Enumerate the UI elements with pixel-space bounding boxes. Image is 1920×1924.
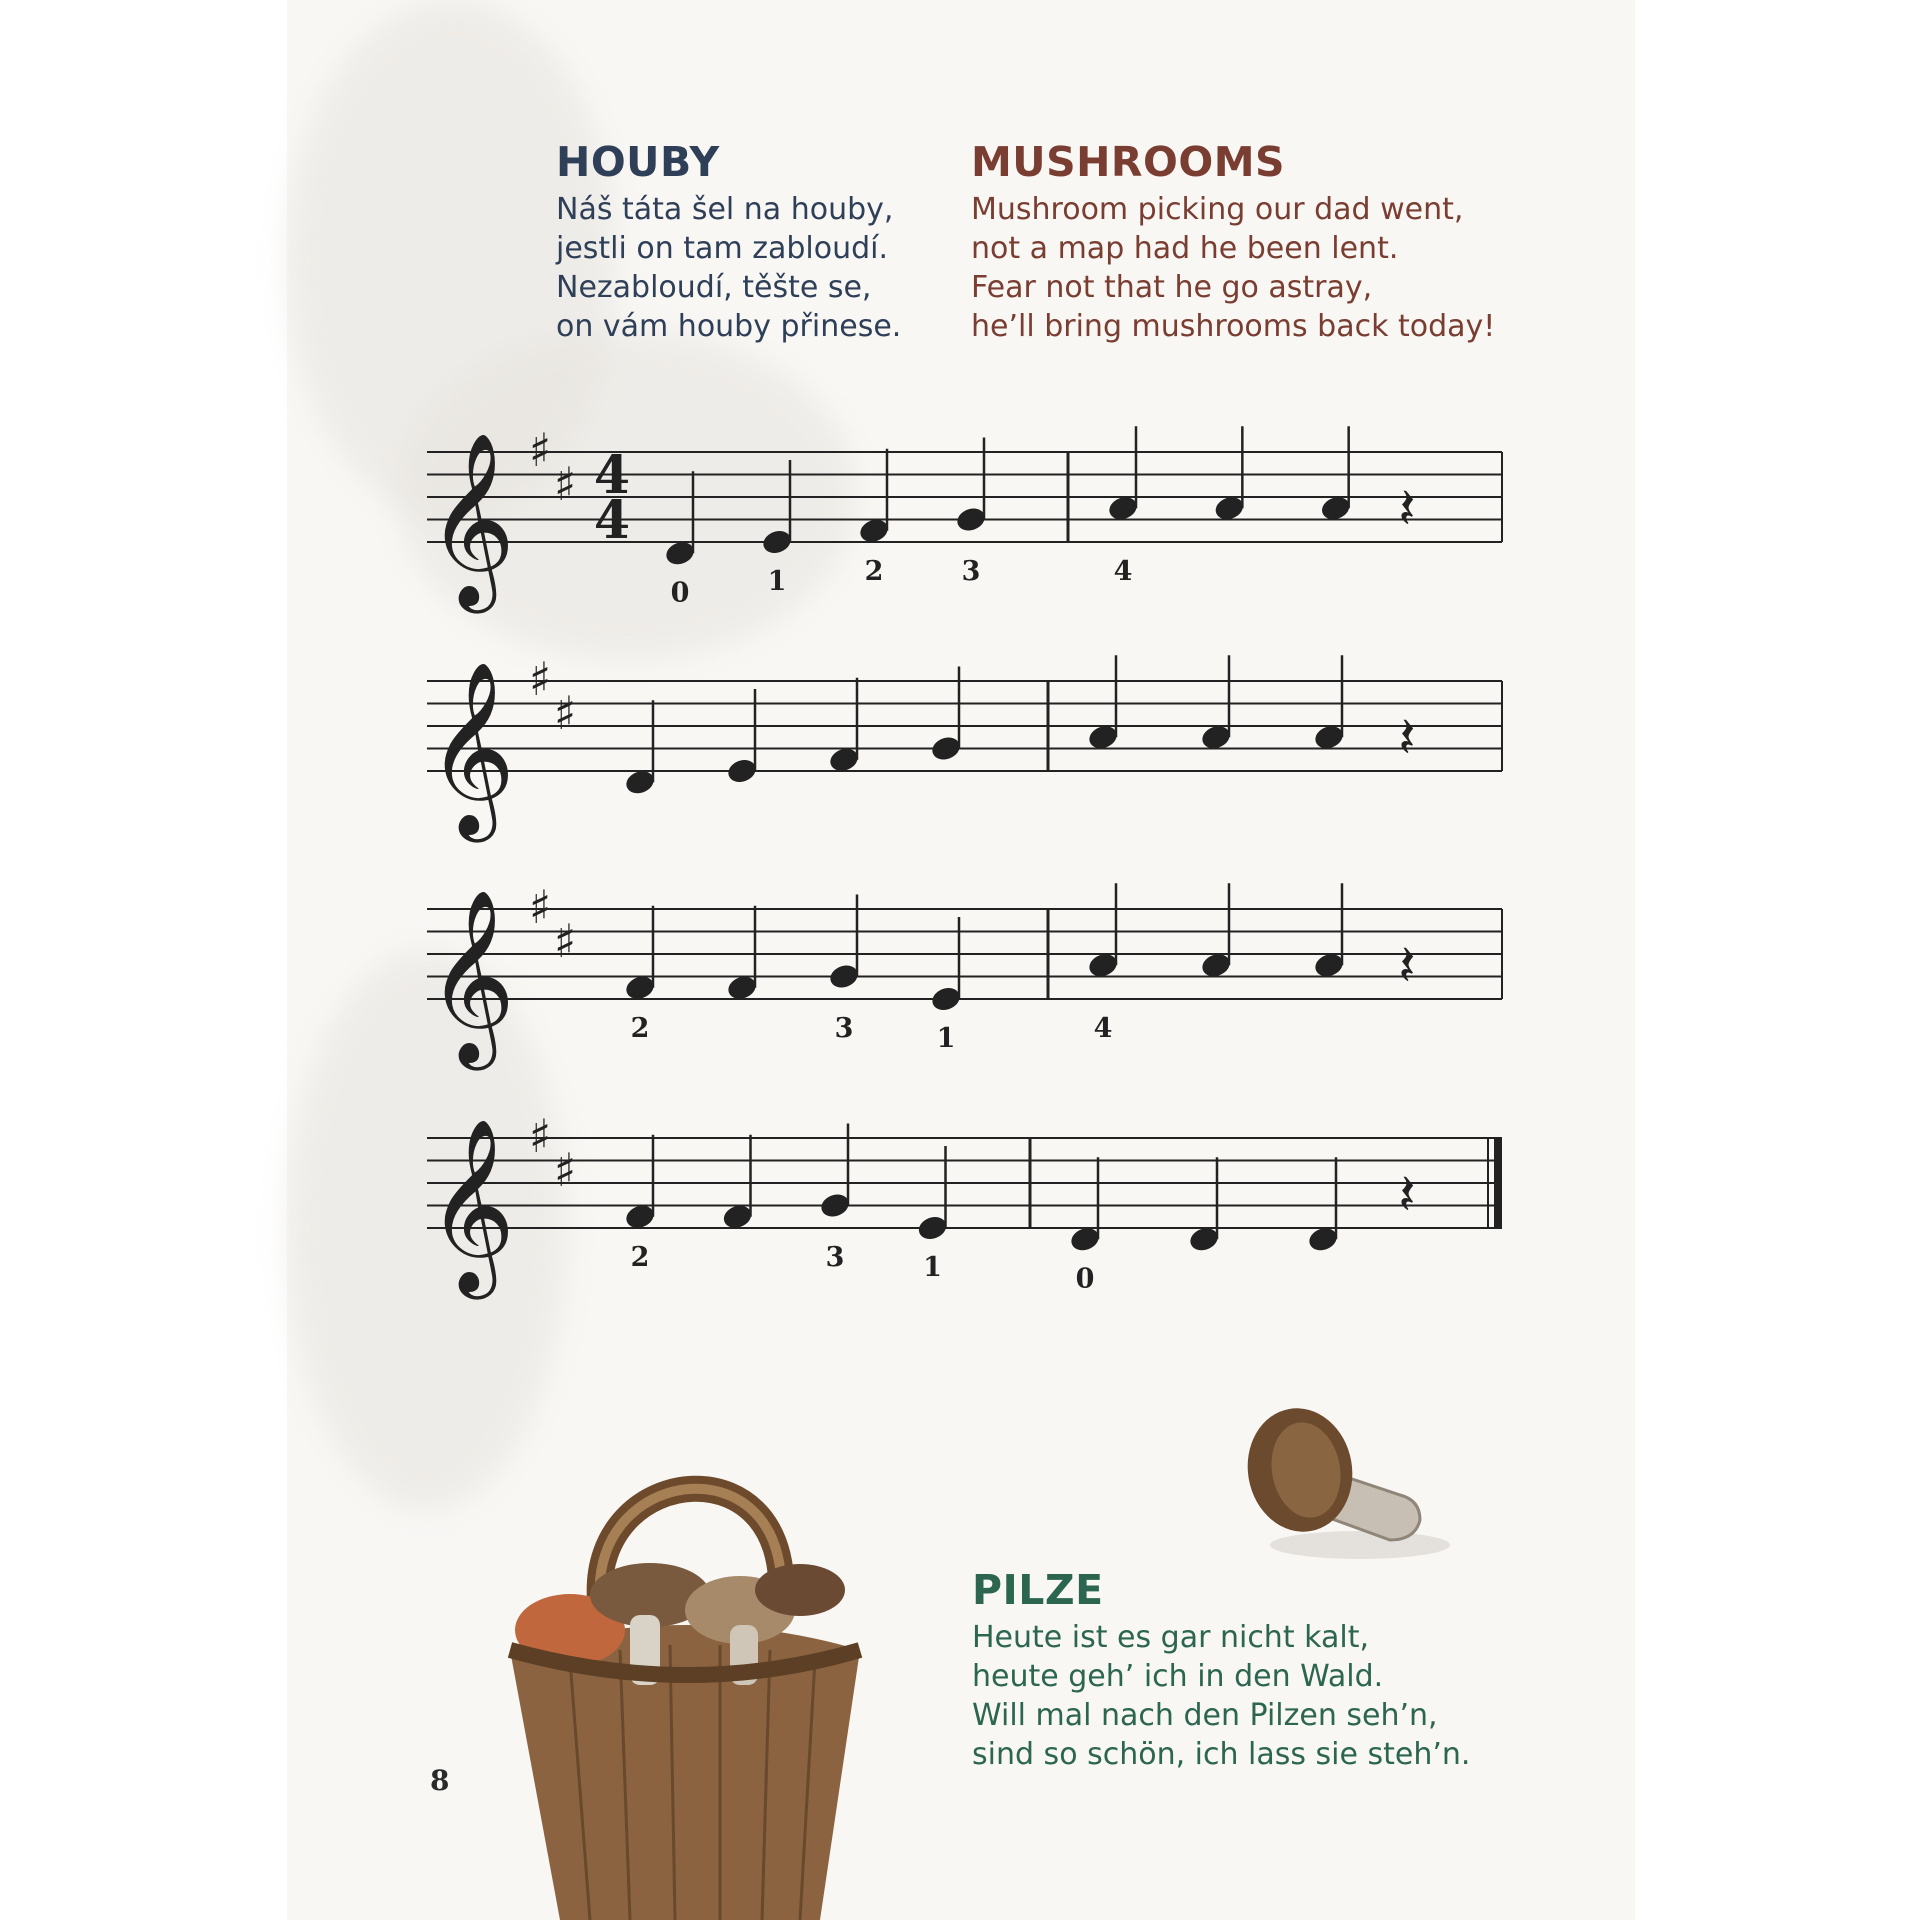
treble-clef-icon: 𝄞 xyxy=(426,889,516,1063)
czech-poem-line-3: Nezabloudí, těšte se, xyxy=(556,270,872,305)
note-head xyxy=(929,984,962,1013)
fingering-number: 3 xyxy=(825,1242,845,1273)
sharp-icon: ♯ xyxy=(553,1142,577,1197)
english-poem-line-3: Fear not that he go astray, xyxy=(971,270,1373,305)
note-head xyxy=(916,1213,949,1242)
staff-3 xyxy=(427,880,1502,1071)
fingering-number: 4 xyxy=(1113,556,1133,587)
staff-2 xyxy=(427,652,1502,843)
quarter-rest: 𝄽 xyxy=(1398,476,1416,542)
mushroom-basket-illustration xyxy=(480,1420,900,1920)
sharp-icon: ♯ xyxy=(553,456,577,511)
staff-4 xyxy=(427,1109,1502,1300)
german-poem-line-3: Will mal nach den Pilzen seh’n, xyxy=(972,1698,1438,1733)
fingering-number: 0 xyxy=(1075,1263,1095,1295)
fingering-number: 0 xyxy=(670,577,690,609)
german-poem-line-2: heute geh’ ich in den Wald. xyxy=(972,1659,1384,1694)
fingering-number: 3 xyxy=(834,1013,854,1044)
quarter-rest: 𝄽 xyxy=(1398,1162,1416,1228)
sharp-icon: ♯ xyxy=(553,913,577,968)
fingering-number: 1 xyxy=(936,1023,956,1054)
fingering-number: 2 xyxy=(630,1242,650,1273)
note-head xyxy=(818,1191,851,1220)
note-head xyxy=(954,505,987,534)
german-poem-title: PILZE xyxy=(972,1566,1104,1614)
note-head xyxy=(929,734,962,763)
sharp-icon: ♯ xyxy=(528,652,552,706)
note-head xyxy=(827,962,860,991)
quarter-rest: 𝄽 xyxy=(1398,933,1416,999)
staff-1 xyxy=(427,423,1502,614)
page-number: 8 xyxy=(430,1764,450,1797)
treble-clef-icon: 𝄞 xyxy=(426,661,516,835)
treble-clef-icon: 𝄞 xyxy=(426,432,516,606)
sharp-icon: ♯ xyxy=(528,1109,552,1163)
treble-clef-icon: 𝄞 xyxy=(426,1118,516,1292)
sharp-icon: ♯ xyxy=(553,685,577,740)
single-mushroom-illustration xyxy=(1240,1370,1460,1570)
czech-poem-line-1: Náš táta šel na houby, xyxy=(556,192,894,227)
english-poem-line-2: not a map had he been lent. xyxy=(971,231,1399,266)
fingering-number: 1 xyxy=(767,566,787,597)
czech-poem-line-4: on vám houby přinese. xyxy=(556,309,902,344)
fingering-number: 3 xyxy=(961,556,981,587)
german-poem-line-1: Heute ist es gar nicht kalt, xyxy=(972,1620,1369,1655)
fingering-number: 2 xyxy=(864,556,884,587)
german-poem xyxy=(972,1566,1470,1774)
fingering-number: 1 xyxy=(923,1252,942,1283)
note-head xyxy=(760,527,793,556)
sharp-icon: ♯ xyxy=(528,423,552,477)
fingering-number: 4 xyxy=(1093,1013,1113,1044)
english-poem-line-4: he’ll bring mushrooms back today! xyxy=(971,309,1496,344)
quarter-rest: 𝄽 xyxy=(1398,705,1416,771)
time-signature-bottom: 4 xyxy=(593,490,631,551)
german-poem-line-4: sind so schön, ich lass sie steh’n. xyxy=(972,1737,1471,1772)
sharp-icon: ♯ xyxy=(528,880,552,934)
english-poem-line-1: Mushroom picking our dad went, xyxy=(971,192,1464,227)
czech-poem-line-2: jestli on tam zabloudí. xyxy=(556,231,888,266)
fingering-number: 2 xyxy=(630,1013,650,1044)
time-signature-top: 4 xyxy=(593,445,631,506)
note-head xyxy=(725,756,758,785)
english-poem-title: MUSHROOMS xyxy=(971,138,1286,186)
czech-poem-title: HOUBY xyxy=(556,138,720,186)
